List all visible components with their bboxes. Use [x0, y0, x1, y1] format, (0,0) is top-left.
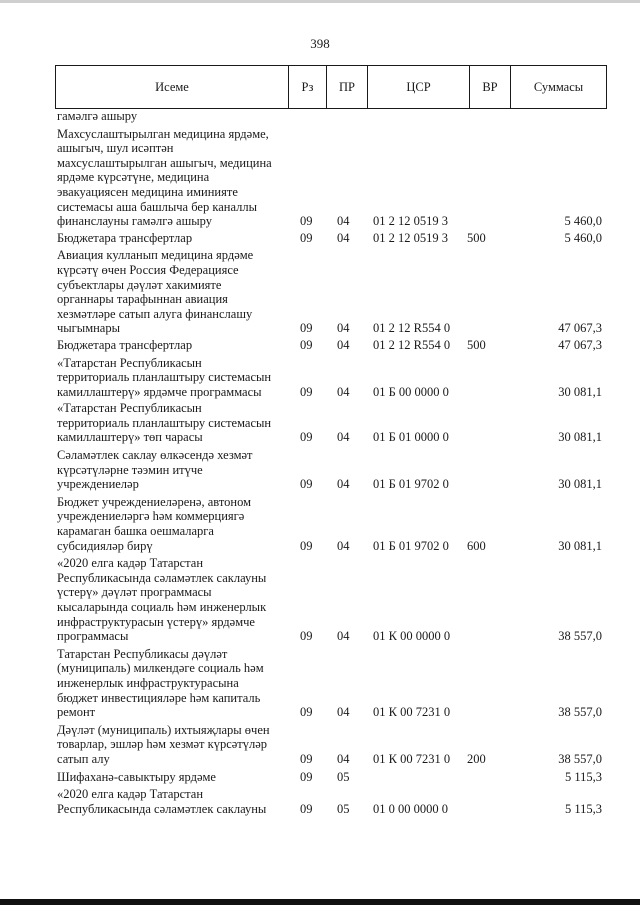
cell-csr: 01 Б 01 9702 0	[373, 538, 449, 553]
table-header	[55, 65, 607, 109]
cell-rz: 09	[300, 384, 313, 399]
cell-rz: 09	[300, 801, 313, 816]
cell-vr: 200	[467, 751, 486, 766]
cell-sum: 38 557,0	[558, 629, 602, 644]
cell-name: «Татарстан Республикасын территориаль планлаштыру системасын камиллаштерү» ярдәмче программасы	[57, 355, 272, 399]
cell-vr: 500	[467, 337, 486, 352]
header-pr: ПР	[327, 66, 368, 108]
cell-csr: 01 2 12 R554 0	[373, 337, 451, 352]
cell-rz: 09	[300, 751, 313, 766]
cell-csr: 01 К 00 7231 0	[373, 751, 451, 766]
cell-name: Сәламәтлек саклау өлкәсендә хезмәт күрсәтүләрне тәэмин итүче учреждениеләр	[57, 448, 253, 492]
cell-pr: 04	[337, 337, 350, 352]
cell-name: Авиация кулланып медицина ярдәме күрсәтү өчен Россия Федерациясе субъектлары дәүләт хакимияте органнары тарафыннан авиация хезмәтләре сатып алуга финанслашу чыгымнары	[57, 248, 254, 336]
header-name: Исеме	[56, 66, 289, 108]
cell-sum: 30 081,1	[558, 477, 602, 492]
cell-name: гамәлгә ашыру	[57, 109, 138, 123]
cell-pr: 04	[337, 629, 350, 644]
cell-pr: 04	[337, 321, 350, 336]
cell-vr: 600	[467, 538, 486, 553]
cell-name: Бюджетара трансфертлар	[57, 230, 193, 245]
cell-sum: 47 067,3	[558, 321, 602, 336]
cell-rz: 09	[300, 230, 313, 245]
cell-name: «2020 елга кадәр Татарстан Республикасында сәламәтлек саклауны	[57, 787, 267, 816]
table-row	[0, 127, 640, 229]
cell-rz: 09	[300, 629, 313, 644]
cell-rz: 09	[300, 321, 313, 336]
cell-pr: 05	[337, 801, 350, 816]
header-rz: Рз	[289, 66, 327, 108]
scan-top-edge	[0, 0, 640, 3]
table-row	[0, 231, 640, 246]
cell-rz: 09	[300, 538, 313, 553]
table-row	[0, 770, 640, 785]
cell-rz: 09	[300, 705, 313, 720]
cell-sum: 30 081,1	[558, 538, 602, 553]
cell-name: «Татарстан Республикасын территориаль планлаштыру системасын камиллаштерү» төп чарасы	[57, 401, 272, 445]
cell-pr: 04	[337, 538, 350, 553]
table-row	[0, 401, 640, 445]
table-row	[0, 556, 640, 644]
table-row	[0, 356, 640, 400]
cell-pr: 04	[337, 384, 350, 399]
cell-sum: 5 115,3	[564, 769, 602, 784]
cell-rz: 09	[300, 214, 313, 229]
table-row	[0, 109, 640, 124]
cell-name: Махсуслаштырылган медицина ярдәме, ашыгыч, шул исәптән махсуслаштырылган ашыгыч, медицина ярдәме күрсәтүне, медицина эвакуациясен медицина иминияте системасы аша башлыча бер каналлы финанслауны гамәлгә ашыру	[57, 126, 272, 229]
cell-sum: 5 115,3	[564, 801, 602, 816]
cell-rz: 09	[300, 430, 313, 445]
table-row	[0, 448, 640, 492]
cell-csr: 01 Б 01 9702 0	[373, 477, 449, 492]
cell-pr: 04	[337, 430, 350, 445]
cell-pr: 05	[337, 769, 350, 784]
cell-pr: 04	[337, 214, 350, 229]
table-row	[0, 338, 640, 353]
cell-name: Бюджетара трансфертлар	[57, 337, 193, 352]
header-csr: ЦСР	[368, 66, 470, 108]
cell-sum: 30 081,1	[558, 430, 602, 445]
cell-name: Дәүләт (муниципаль) ихтыяҗлары өчен товарлар, эшләр һәм хезмәт күрсәтүләр сатып алу	[57, 722, 270, 766]
cell-pr: 04	[337, 751, 350, 766]
cell-name: Бюджет учреждениеләренә, автоном учреждениеләргә һәм коммерциягә карамаган башка оешмаларга субсидияләр бирү	[57, 494, 252, 553]
cell-sum: 5 460,0	[564, 230, 602, 245]
table-row	[0, 248, 640, 336]
header-vr: ВР	[470, 66, 511, 108]
cell-csr: 01 2 12 0519 3	[373, 214, 448, 229]
cell-vr: 500	[467, 230, 486, 245]
cell-rz: 09	[300, 769, 313, 784]
cell-name: Шифаханә-савыктыру ярдәме	[57, 769, 216, 784]
cell-sum: 47 067,3	[558, 337, 602, 352]
cell-sum: 38 557,0	[558, 705, 602, 720]
cell-csr: 01 Б 00 0000 0	[373, 384, 449, 399]
cell-sum: 30 081,1	[558, 384, 602, 399]
page-number: 398	[310, 36, 330, 51]
cell-pr: 04	[337, 230, 350, 245]
cell-pr: 04	[337, 477, 350, 492]
cell-csr: 01 К 00 7231 0	[373, 705, 451, 720]
cell-pr: 04	[337, 705, 350, 720]
cell-csr: 01 К 00 0000 0	[373, 629, 451, 644]
cell-name: «2020 елга кадәр Татарстан Республикасында сәламәтлек саклауны үстерү» дәүләт программасы кысаларында социаль һәм инженерлык инфраструктурасын үстерү» ярдәмче программасы	[57, 556, 267, 644]
cell-name: Татарстан Республикасы дәүләт (муниципаль) милкендәге социаль һәм инженерлык инфраструктурасына бюджет инвестицияләре һәм капиталь ремонт	[57, 646, 264, 720]
header-sum: Суммасы	[533, 79, 584, 94]
cell-sum: 38 557,0	[558, 751, 602, 766]
cell-csr: 01 2 12 R554 0	[373, 321, 451, 336]
cell-rz: 09	[300, 337, 313, 352]
table-row	[0, 647, 640, 720]
scan-bottom-edge	[0, 899, 640, 905]
cell-csr: 01 2 12 0519 3	[373, 230, 448, 245]
cell-csr: 01 0 00 0000 0	[373, 801, 448, 816]
table-row	[0, 787, 640, 816]
cell-rz: 09	[300, 477, 313, 492]
table-row	[0, 495, 640, 553]
table-body	[0, 109, 640, 816]
cell-csr: 01 Б 01 0000 0	[373, 430, 449, 445]
table-row	[0, 723, 640, 767]
cell-sum: 5 460,0	[564, 214, 602, 229]
